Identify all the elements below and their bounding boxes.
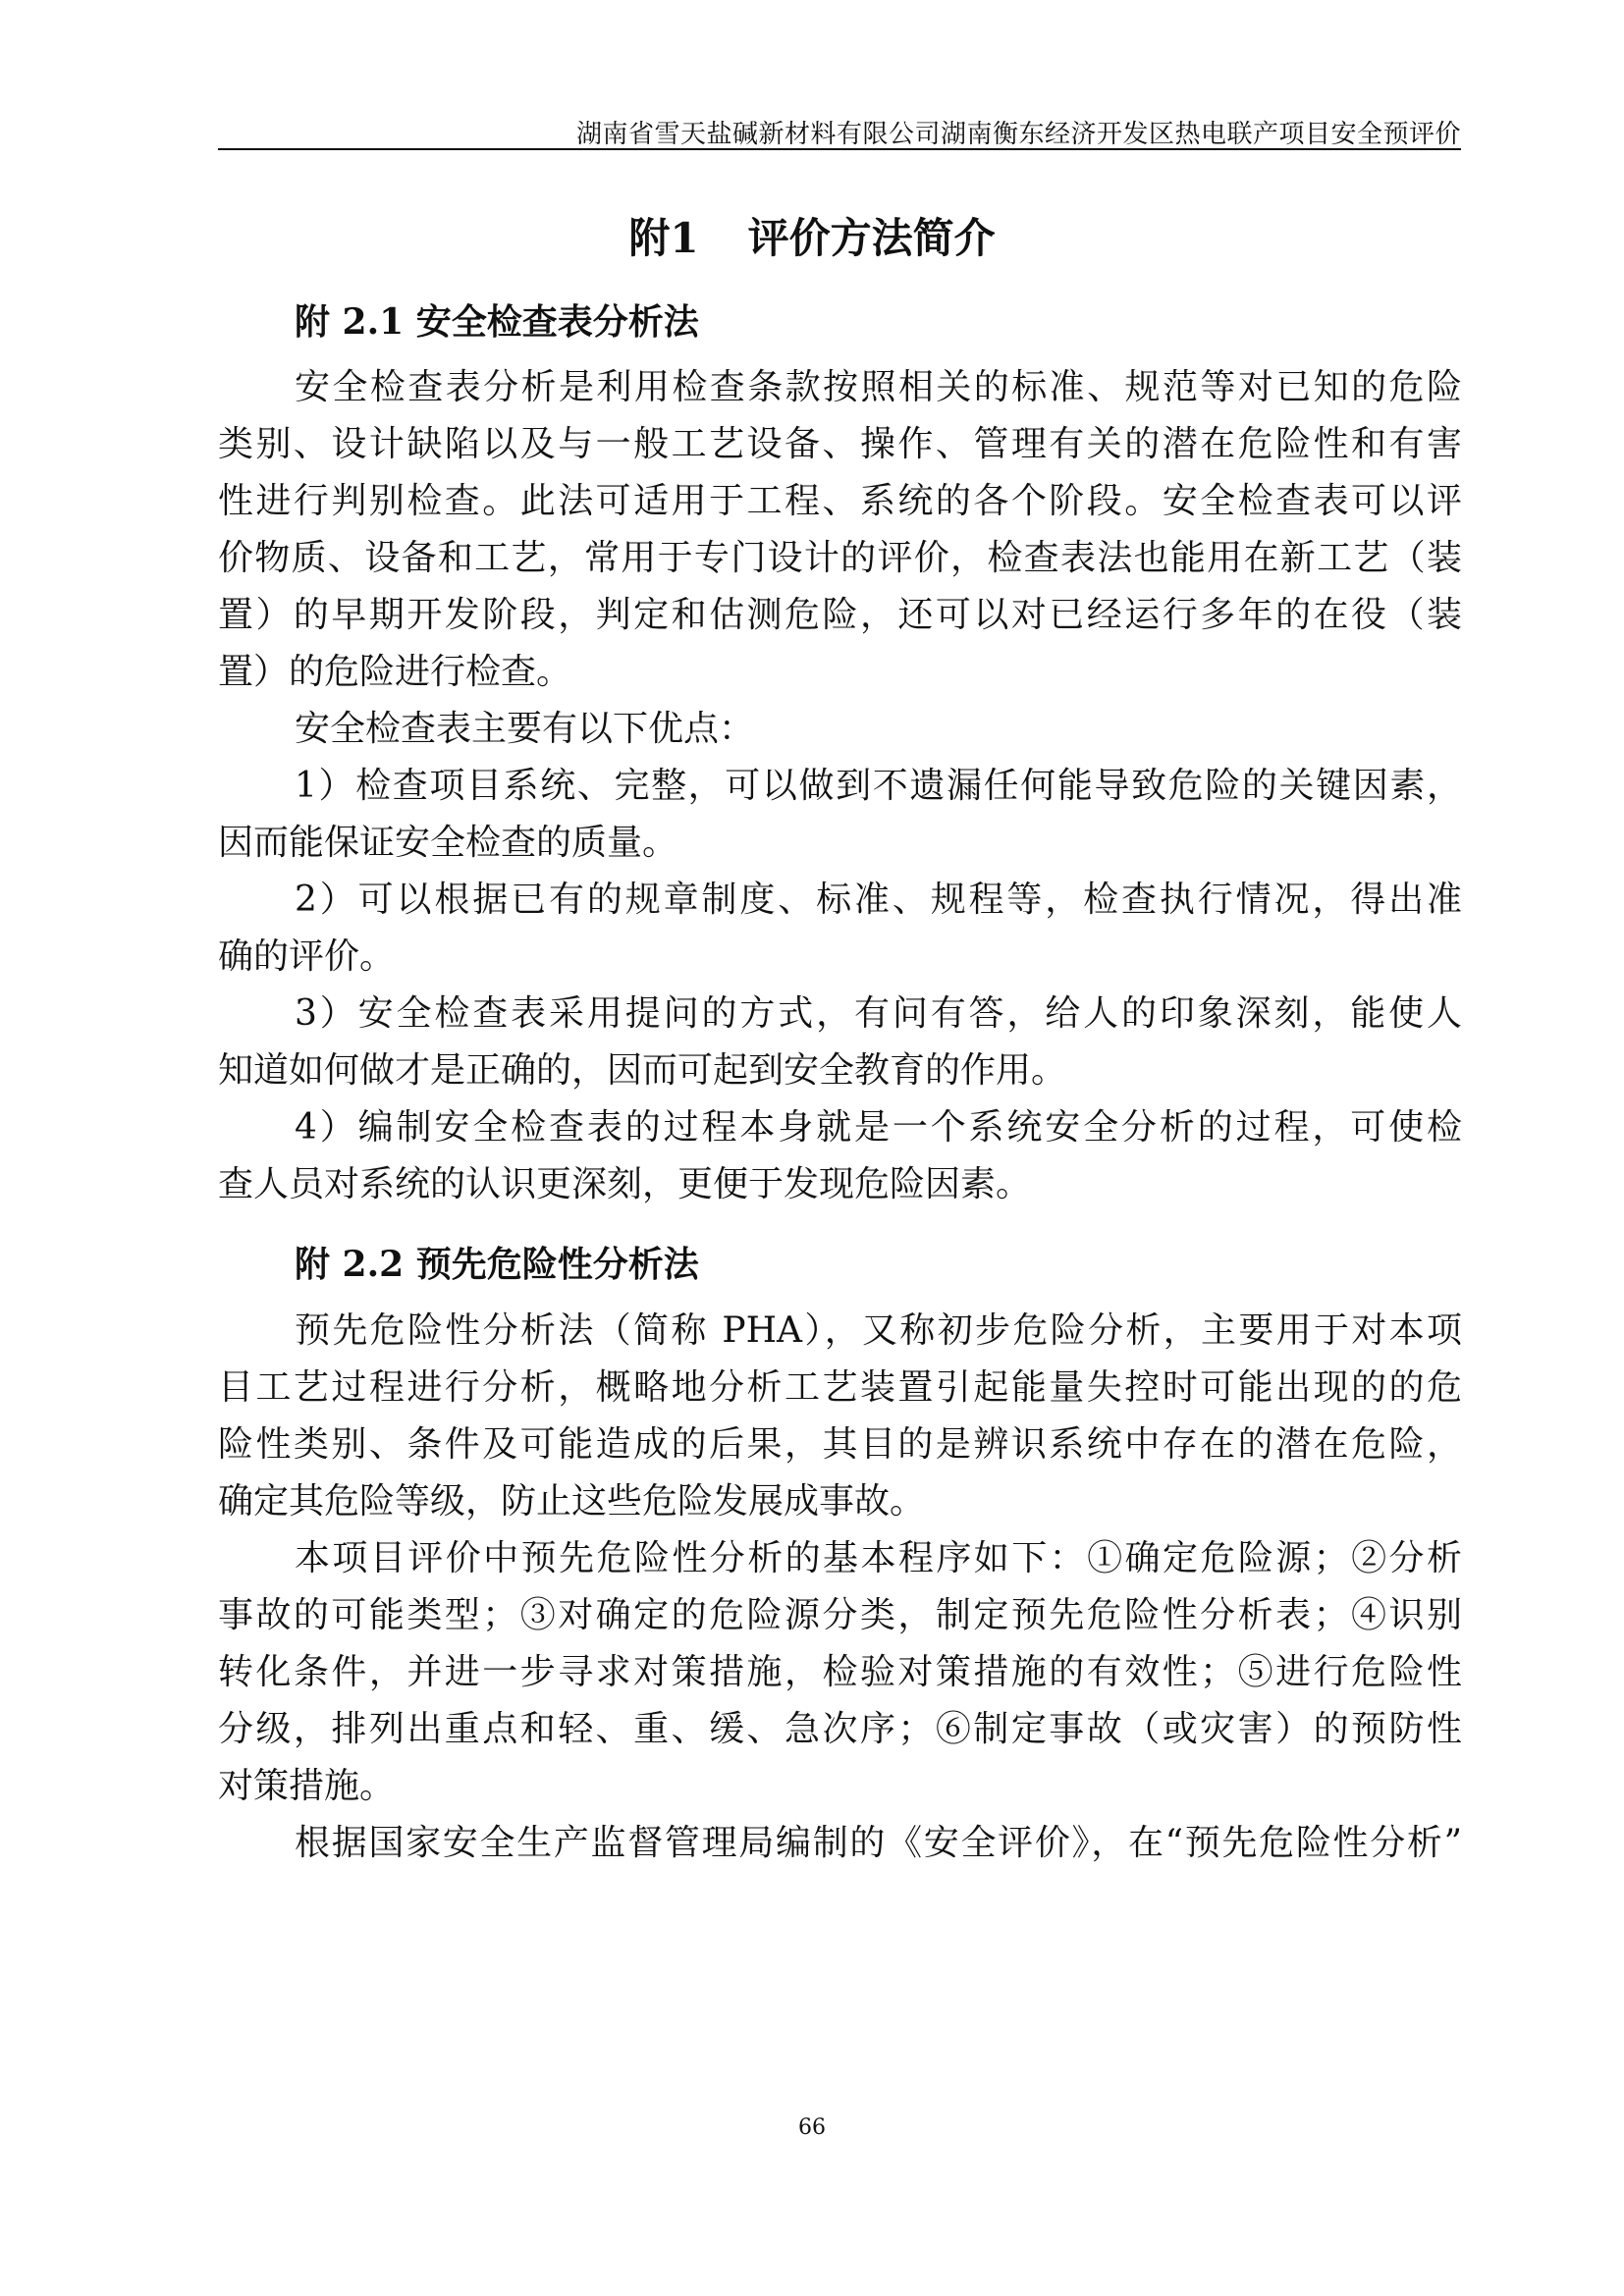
paragraph-line: 险性类别、条件及可能造成的后果，其目的是辨识系统中存在的潜在危险， (218, 1425, 1462, 1465)
list-item-line: 因而能保证安全检查的质量。 (218, 824, 678, 863)
paragraph-line: 本项目评价中预先危险性分析的基本程序如下：①确定危险源；②分析 (295, 1539, 1462, 1578)
paragraph-line: 价物质、设备和工艺，常用于专门设计的评价，检查表法也能用在新工艺（装 (218, 539, 1462, 578)
paragraph-line: 置）的危险进行检查。 (218, 653, 572, 692)
header-text: 湖南省雪天盐碱新材料有限公司湖南衡东经济开发区热电联产项目安全预评价 (575, 120, 1461, 149)
paragraph-line: 类别、设计缺陷以及与一般工艺设备、操作、管理有关的潜在危险性和有害 (218, 425, 1462, 464)
paragraph-line: 根据国家安全生产监督管理局编制的《安全评价》，在“预先危险性分析” (295, 1824, 1462, 1863)
list-item-line: 4）编制安全检查表的过程本身就是一个系统安全分析的过程，可使检 (295, 1108, 1462, 1148)
paragraph-line: 分级，排列出重点和轻、重、缓、急次序；⑥制定事故（或灾害）的预防性 (218, 1710, 1462, 1749)
paragraph-line: 安全检查表主要有以下优点： (295, 710, 755, 749)
page-number: 66 (798, 2115, 826, 2140)
paragraph-line: 性进行判别检查。此法可适用于工程、系统的各个阶段。安全检查表可以评 (218, 482, 1462, 521)
list-item-line: 3）安全检查表采用提问的方式，有问有答，给人的印象深刻，能使人 (295, 994, 1462, 1034)
paragraph-line: 对策措施。 (218, 1767, 396, 1806)
list-item-line: 2）可以根据已有的规章制度、标准、规程等，检查执行情况，得出准 (295, 881, 1462, 920)
document-title (0, 206, 1624, 265)
paragraph-line: 转化条件，并进一步寻求对策措施，检验对策措施的有效性；⑤进行危险性 (218, 1653, 1462, 1692)
title-number: 附1 (628, 214, 699, 262)
list-item-line: 知道如何做才是正确的，因而可起到安全教育的作用。 (218, 1051, 1067, 1091)
list-item-line: 查人员对系统的认识更深刻，更便于发现危险因素。 (218, 1165, 1032, 1204)
title-text: 评价方法简介 (747, 214, 996, 262)
header-rule (218, 148, 1461, 150)
paragraph-line: 确定其危险等级，防止这些危险发展成事故。 (218, 1482, 926, 1522)
paragraph-line: 安全检查表分析是利用检查条款按照相关的标准、规范等对已知的危险 (295, 368, 1462, 407)
list-item-line: 确的评价。 (218, 937, 396, 977)
paragraph-line: 预先危险性分析法（简称 PHA），又称初步危险分析，主要用于对本项 (295, 1311, 1462, 1351)
paragraph-line: 目工艺过程进行分析，概略地分析工艺装置引起能量失控时可能出现的的危 (218, 1368, 1462, 1408)
section-heading-2-1: 附 2.1 安全检查表分析法 (295, 301, 699, 343)
paragraph-line: 置）的早期开发阶段，判定和估测危险，还可以对已经运行多年的在役（装 (218, 596, 1462, 635)
section-heading-2-2: 附 2.2 预先危险性分析法 (295, 1244, 699, 1285)
paragraph-line: 事故的可能类型；③对确定的危险源分类，制定预先危险性分析表；④识别 (218, 1596, 1462, 1635)
list-item-line: 1）检查项目系统、完整，可以做到不遗漏任何能导致危险的关键因素， (295, 767, 1462, 806)
